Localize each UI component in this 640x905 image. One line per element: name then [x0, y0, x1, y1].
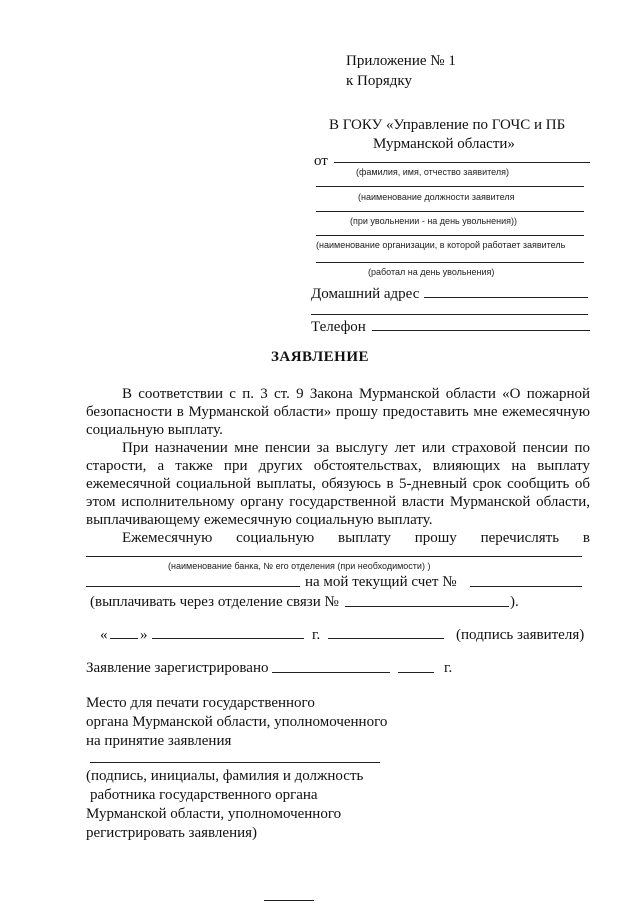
bank-input-line[interactable]	[86, 556, 582, 557]
home-address-input-line-2[interactable]	[311, 314, 588, 315]
worked-input-line[interactable]	[316, 262, 584, 263]
official-signature-line-3: Мурманской области, уполномоченного	[86, 806, 342, 822]
applicant-signature-caption: (подпись заявителя)	[456, 627, 585, 643]
dismissal-input-line[interactable]	[316, 211, 584, 212]
official-signature-line-1: (подпись, инициалы, фамилия и должность	[86, 768, 364, 784]
phone-input-line[interactable]	[372, 330, 590, 331]
registration-year-suffix: г.	[444, 660, 453, 676]
official-signature-line-4: регистрировать заявления)	[86, 825, 258, 841]
applicant-signature-line[interactable]	[328, 638, 444, 639]
home-address-label: Домашний адрес	[311, 286, 420, 302]
body-text-block	[86, 385, 590, 547]
organization-input-line[interactable]	[316, 235, 584, 236]
position-caption: (наименование должности заявителя	[358, 192, 515, 202]
month-input-line[interactable]	[152, 638, 304, 639]
registration-date-line[interactable]	[272, 672, 390, 673]
date-year-suffix: г.	[312, 627, 321, 643]
dismissal-caption: (при увольнении - на день увольнения))	[350, 216, 517, 226]
registration-year-line[interactable]	[398, 672, 434, 673]
paragraph-2: При назначении мне пенсии за выслугу лет или страховой пенсии по старости, а также при других обстоятельствах, влияющих на выплату ежемесячной социальной выплаты, обязуюсь в 5-дневный срок сообщить об этом исполнительному органу государственной власти Мурманской области, выплачивающему ежемесячную социальную выплату.	[86, 440, 590, 528]
stamp-block-line-2: органа Мурманской области, уполномоченного	[86, 714, 388, 730]
bank-caption: (наименование банка, № его отделения (при необходимости) )	[168, 561, 431, 571]
post-office-prefix: (выплачивать через отделение связи №	[90, 594, 339, 610]
date-quote-open: «	[100, 627, 108, 643]
paragraph-3: Ежемесячную социальную выплату прошу перечислять в	[122, 530, 590, 546]
post-office-input-line[interactable]	[345, 606, 509, 607]
from-caption: (фамилия, имя, отчество заявителя)	[356, 167, 509, 177]
stamp-block-line-3: на принятие заявления	[86, 733, 232, 749]
from-input-line[interactable]	[334, 162, 590, 163]
date-quote-close: »	[140, 627, 148, 643]
worked-caption: (работал на день увольнения)	[368, 267, 495, 277]
official-signature-line[interactable]	[90, 762, 380, 763]
appendix-line-2: к Порядку	[346, 73, 412, 89]
paragraph-1: В соответствии с п. 3 ст. 9 Закона Мурманской области «О пожарной безопасности в Мурманской области» прошу предоставить мне ежемесячную социальную выплату.	[86, 386, 590, 438]
from-label: от	[314, 153, 328, 169]
post-office-suffix: ).	[510, 594, 519, 610]
addressee-line-2: Мурманской области»	[373, 136, 515, 152]
official-signature-line-2: работника государственного органа	[90, 787, 318, 803]
registration-label: Заявление зарегистрировано	[86, 660, 269, 676]
addressee-line-1: В ГОКУ «Управление по ГОЧС и ПБ	[329, 117, 566, 133]
organization-caption: (наименование организации, в которой работает заявитель	[316, 240, 566, 250]
appendix-line-1: Приложение № 1	[346, 53, 456, 69]
stamp-block-line-1: Место для печати государственного	[86, 695, 315, 711]
day-input-line[interactable]	[110, 638, 138, 639]
document-title: ЗАЯВЛЕНИЕ	[270, 349, 370, 365]
account-number-input-line[interactable]	[470, 586, 582, 587]
bank-input-line-2[interactable]	[86, 586, 300, 587]
account-label: на мой текущий счет №	[305, 574, 457, 590]
home-address-input-line[interactable]	[424, 297, 588, 298]
phone-label: Телефон	[311, 319, 366, 335]
footer-divider	[264, 900, 314, 901]
position-input-line[interactable]	[316, 186, 584, 187]
